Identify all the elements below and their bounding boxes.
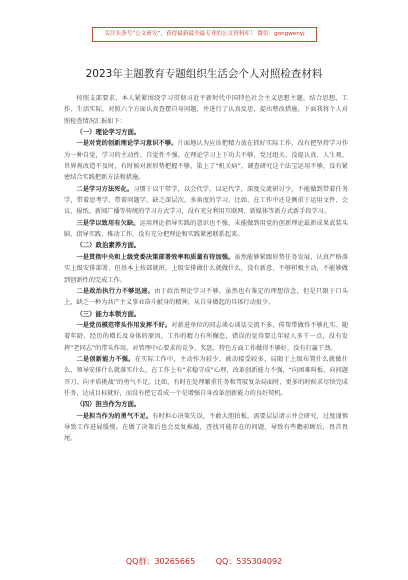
paragraph-lead: 一是贯彻中央和上级党委决策部署效率和质量有待加强。 <box>76 253 235 261</box>
section-heading-ability: （三）能力本领方面。 <box>76 309 141 318</box>
paragraph-body: 有时担心决策失误，不敢大胆拍板，需要层层请示并会研究，过度谨慎导致工作进展缓慢。在做了决策后也会反复推敲，查找可能存在的问题，导致有些瞻前顾后，畏首畏尾。 <box>64 412 349 443</box>
paragraph-lead: 一是担当作为的勇气不足。 <box>76 412 153 420</box>
paragraph <box>64 411 348 445</box>
section-heading-responsibility: （四）担当作为方面。 <box>76 400 141 409</box>
document-title: 2023年主题教育专题组织生活会个人对照检查材料 <box>85 68 323 80</box>
footer-qq: QQ：535304092 <box>215 557 283 566</box>
paragraph-body: 习惯于以干带学，以会代学，以记代学，深度交流研讨少，不能做到带着任务学，带着思考学，带着问题学，缺乏深层次、多角度的学习。比如，在工作中还是侧重于运用文件、会议、报纸、新闻广播等传统的学习方式学习，没有充分利用互联网、新媒体等新方式新手段学习。 <box>64 185 349 216</box>
intro-paragraph: 按照支部要求，本人紧紧围绕学习贯彻习近平新时代中国特色社会主义思想主题，结合思想、工作、生活实际，对照六个方面认真查摆自身问题，并进行了认真反思，提出整改措施。下面我将个人对照检查情况汇报如下： <box>64 95 348 125</box>
paragraph-lead: 一是党员模范带头作用发挥不好。 <box>76 321 172 329</box>
paragraph-body: 对新进单位的同志谈心谈话交流不多，传帮带做得不够扎实。随着年龄、经历的增长及身体的原因，工作的精力有所懈怠，错误的觉得要让年轻人多干一点，没有发挥“老同志”的带头作用。对管理中心要求的竞争、奖惩，特色方面工作做得不够好，没有打赢干劲。 <box>64 321 349 352</box>
paragraph <box>64 286 348 309</box>
paragraph-body: 由于政治理论学习不够，虽然也有鉴定的理想信念，但是只限于口头上，缺乏一种为共产主义事业奋斗献身的精神，从自身做起的具体行动很少。 <box>64 287 349 307</box>
footer-contact <box>0 556 408 567</box>
paragraph-lead: 一是对党的创新理论学习意识不够。 <box>76 140 178 148</box>
paragraph <box>64 218 348 241</box>
paragraph-body: 虽然能够紧跟形势任务发展，认真严格落实上级安排部署，但基本上按部就班，上级安排做什么就做什么，没有新意，不够积极主动，不能够做到创新性的完成工作。 <box>64 253 349 284</box>
section-heading-politics: （二）政治素养方面。 <box>76 241 141 250</box>
header-banner: 关注头条号“公文研究”，获得最新最全最专业的公文资料库！ 微信：gongwenyj <box>92 27 317 42</box>
paragraph-body: 运用理论指导实践的意识也不强，未能做到用党的创新理论最新成果武装头脑、指导实践、推动工作，没有充分把理论和实践紧密联系起来。 <box>64 219 349 239</box>
paragraph-body: 片面地认为应该把精力放在抓好实际工作，没有把坚持学习作为一种自觉，学习的主动性、自觉性不强。在理论学习上下功夫不够，党过组关、没提认真、人生观、世界观改造不及时，有时候对新形势把握不够，染上了“机关病”，调查研究这个法宝运用不够，没有紧密结合实践把新方法和措施。 <box>64 140 349 182</box>
paragraph <box>64 184 348 218</box>
paragraph <box>64 320 348 354</box>
paragraph-lead: 二是创新能力不强。 <box>76 355 135 363</box>
section-heading-theory: （一）理论学习方面。 <box>76 128 141 137</box>
paragraph-lead: 二是政治执行力不够迅速。 <box>76 287 155 295</box>
document-body <box>64 93 348 445</box>
paragraph-lead: 二是学习方法死化。 <box>76 185 134 193</box>
paragraph <box>64 138 348 183</box>
footer-qq-group: QQ群：30265665 <box>125 557 196 566</box>
paragraph-lead: 三是学以致用有欠缺。 <box>76 219 140 227</box>
paragraph <box>64 354 348 399</box>
paragraph <box>64 252 348 286</box>
paragraph-body: 在实际工作中，主动作为较少，被动接受较多，局限于上级布置什么就做什么，领导安排什么就落实什么，在工作上有“求稳守成”心理，改革创新能力不强，“向困难叫板、向问题开刀、向矛盾挑战”的勇气不足。比如，有时在处理繁重任务和驾驭复杂局面时，更多的时候求尽快完成任务，达成目标就好，而没有把它看成一个是增强自身改革创新能力的良好契机。 <box>64 355 349 397</box>
